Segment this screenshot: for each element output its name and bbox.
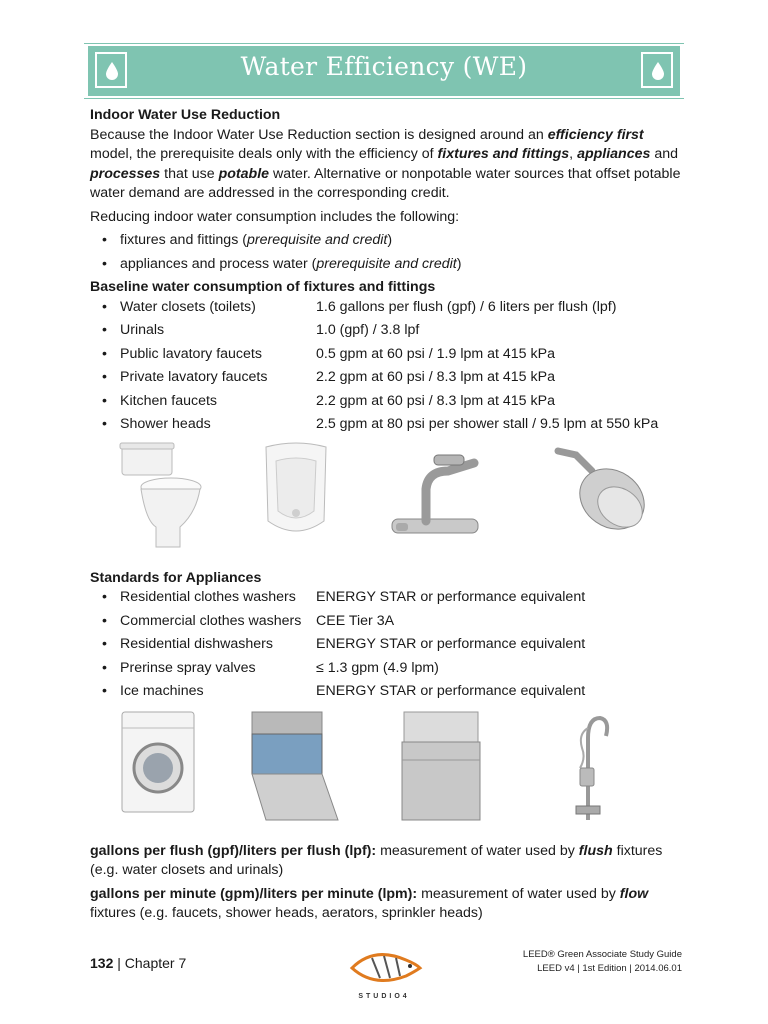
section-heading: Indoor Water Use Reduction [90,107,281,123]
baseline-heading: Baseline water consumption of fixtures and fittings [90,279,436,295]
edition-info: LEED v4 | 1st Edition | 2014.06.01 [537,963,682,974]
main-content [90,106,682,928]
list-item: • Ice machines ENERGY STAR or performance equivalent [90,682,682,702]
list-item: • Residential clothes washers ENERGY STAR or performance equivalent [90,588,682,608]
intro-paragraph: Because the Indoor Water Use Reduction section is designed around an efficiency first model, the prerequisite deals only with the efficiency of fixtures and fittings, appliances and processes that use potable water. Alternative or nonpotable water sources that offset potable water demand are addressed in the corresponding credit. [90,126,681,201]
list-item: • Private lavatory faucets 2.2 gpm at 60 psi / 8.3 lpm at 415 kPa [90,368,682,388]
page-title: Water Efficiency (WE) [240,52,528,81]
washer-image [118,708,198,818]
list-item: • Shower heads 2.5 gpm at 80 psi per shower stall / 9.5 lpm at 550 kPa [90,415,682,435]
list-item: • appliances and process water (prerequisite and credit) [90,255,682,275]
list-item: • Kitchen faucets 2.2 gpm at 60 psi / 8.3 lpm at 415 kPa [90,392,682,412]
appliances-heading: Standards for Appliances [90,569,262,586]
header-rule-top [84,43,684,44]
dishwasher-image [246,708,342,824]
chapter-label: Chapter 7 [124,955,187,971]
list-item: • Commercial clothes washers CEE Tier 3A [90,612,682,632]
list-item: • fixtures and fittings (prerequisite and credit) [90,231,682,251]
urinal-image [256,441,336,551]
showerhead-image [546,441,656,551]
appliances-image-row [90,708,682,834]
fixtures-image-row [90,441,682,561]
list-item: • Urinals 1.0 (gpf) / 3.8 lpf [90,321,682,341]
appliances-list [90,588,682,702]
gpm-definition: gallons per minute (gpm)/liters per minute (lpm): measurement of water used by flow fixtures (e.g. faucets, shower heads, aerators, sprinkler heads) [90,885,649,921]
faucet-image [386,441,486,551]
header-rule-bottom [84,98,684,99]
page-number: 132 [90,955,114,971]
list-item: • Public lavatory faucets 0.5 gpm at 60 psi / 1.9 lpm at 415 kPa [90,345,682,365]
gpf-definition: gallons per flush (gpf)/liters per flush (lpf): measurement of water used by flush fixtures (e.g. water closets and urinals) [90,842,663,878]
toilet-image [116,441,206,551]
water-drop-icon [641,52,673,88]
list-intro: Reducing indoor water consumption includes the following: [90,208,460,225]
guide-title: LEED® Green Associate Study Guide [522,949,682,960]
list-item: • Water closets (toilets) 1.6 gallons per flush (gpf) / 6 liters per flush (lpf) [90,298,682,318]
ice-machine-image [396,708,486,824]
studio4-logo: STUDIO4 [344,940,424,1000]
consumption-list [90,231,682,274]
list-item: • Residential dishwashers ENERGY STAR or performance equivalent [90,635,682,655]
page-footer-left: 132 | Chapter 7 [90,955,187,971]
list-item: • Prerinse spray valves ≤ 1.3 gpm (4.9 lpm) [90,659,682,679]
spray-valve-image [558,708,618,828]
baseline-list [90,298,682,435]
page-footer-right [523,948,682,976]
page-header [88,46,680,96]
